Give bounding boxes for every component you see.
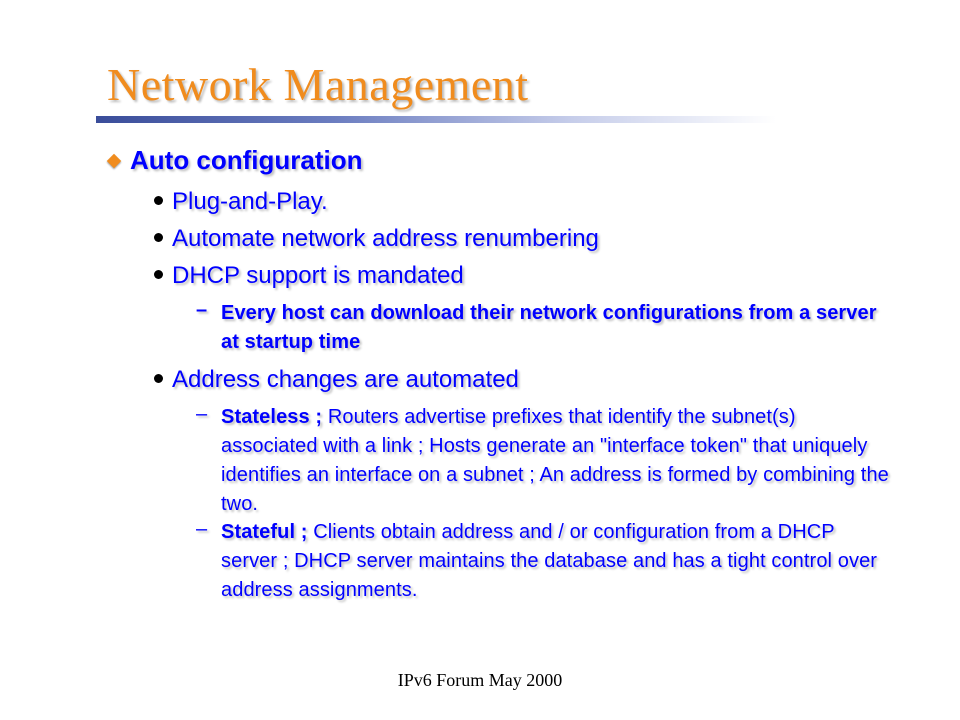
sub-bullet-detail: Clients obtain address and / or configuration from a DHCP server ; DHCP server maintains the database and has a tight control over address assignments.: [221, 521, 878, 601]
bullet-address-changes: [154, 366, 519, 394]
bullet-plug-and-play: [154, 188, 328, 216]
bullet-label: Plug-and-Play.: [172, 188, 328, 215]
dot-bullet-icon: [154, 233, 163, 242]
diamond-bullet-icon: [107, 154, 121, 168]
sub-bullet-stateful: [196, 518, 896, 605]
bullet-dhcp-mandated: [154, 262, 464, 290]
sub-bullet-text: Every host can download their network configurations from a server at startup time: [221, 302, 877, 353]
bullet-renumbering: [154, 225, 599, 253]
bullet-label: DHCP support is mandated: [172, 262, 464, 289]
title-underline-bar: [96, 116, 776, 123]
slide-footer: IPv6 Forum May 2000: [397, 670, 563, 690]
dash-bullet: –: [196, 403, 208, 425]
bullet-auto-configuration: [108, 146, 363, 176]
dot-bullet-icon: [154, 374, 163, 383]
sub-bullet-text: [221, 403, 896, 519]
bullet-label: Address changes are automated: [172, 366, 519, 393]
bullet-label: Automate network address renumbering: [172, 225, 599, 252]
dot-bullet-icon: [154, 196, 163, 205]
dot-bullet-icon: [154, 270, 163, 279]
sub-bullet-lead: Stateless ;: [221, 406, 323, 428]
dash-bullet: –: [196, 518, 208, 540]
slide-title: Network Management: [107, 59, 529, 110]
sub-bullet-stateless: [196, 403, 896, 519]
bullet-label: Auto configuration: [130, 145, 363, 175]
sub-bullet-download-config: [196, 299, 896, 357]
sub-bullet-detail: Routers advertise prefixes that identify the subnet(s) associated with a link ; Hosts generate an "interface token" that uniquely identifies an interface on a subnet ; An address is formed by combining the two.: [221, 406, 889, 515]
dash-bullet: –: [196, 299, 208, 321]
sub-bullet-lead: Stateful ;: [221, 521, 308, 543]
sub-bullet-text: [221, 518, 896, 605]
